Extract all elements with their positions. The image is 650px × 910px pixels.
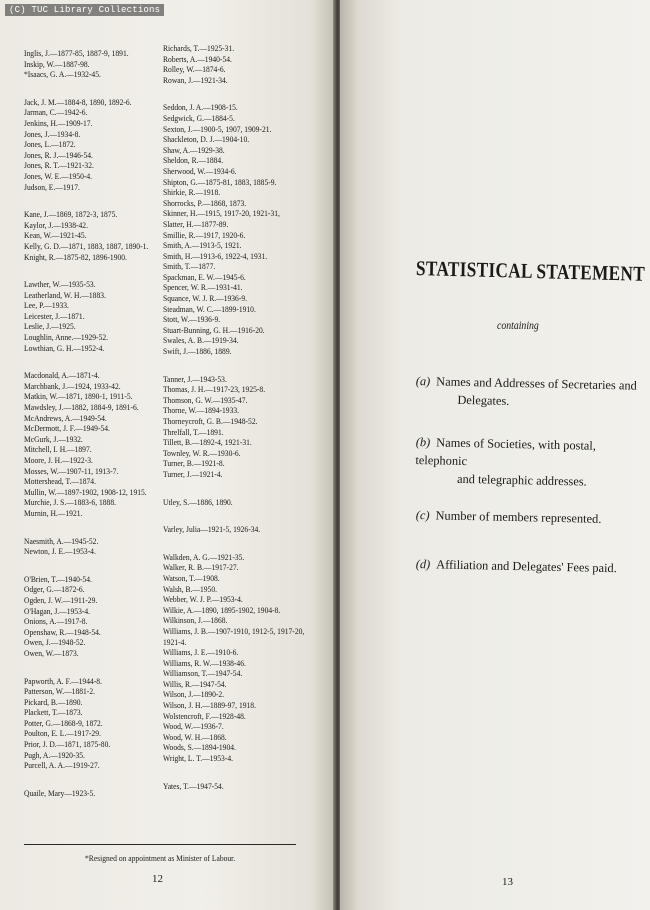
index-entry: Shipton, G.—1875-81, 1883, 1885-9. xyxy=(163,176,277,187)
index-entry: Marchbank, J.—1924, 1933-42. xyxy=(24,380,121,391)
letter-group xyxy=(163,102,313,356)
index-entry: Patterson, W.—1881-2. xyxy=(24,686,96,697)
index-entry: Wilson, J. H.—1889-97, 1918. xyxy=(163,700,256,711)
index-entry: McGurk, J.—1932. xyxy=(24,433,83,444)
letter-group xyxy=(163,43,313,85)
index-entry: Pickard, B.—1890. xyxy=(24,696,83,707)
index-entry: Plackett, T.—1873. xyxy=(24,707,83,718)
index-entry: Mullin, W.—1897-1902, 1908-12, 1915. xyxy=(24,486,147,497)
contents-item-b xyxy=(415,433,648,492)
index-entry: Wood, W. H.—1868. xyxy=(163,731,227,742)
index-entry: Thorneycroft, G. B.—1948-52. xyxy=(163,416,258,426)
index-entry: Macdonald, A.—1871-4. xyxy=(24,370,100,381)
index-entry: Tanner, J.—1943-53. xyxy=(163,373,227,384)
index-entry: Thomson, G. W.—1935-47. xyxy=(163,394,248,405)
letter-group xyxy=(163,524,313,535)
letter-group xyxy=(24,574,164,659)
footnote: *Resigned on appointment as Minister of Labour. xyxy=(85,853,236,863)
index-entry: Mottershead, T.—1874. xyxy=(24,476,96,487)
index-entry: Potter, G.—1868-9, 1872. xyxy=(24,717,103,728)
index-entry: Jones, J.—1934-8. xyxy=(24,128,81,139)
letter-group xyxy=(24,788,164,799)
index-entry: Jarman, C.—1942-6. xyxy=(24,107,88,118)
index-entry: Wood, W.—1936-7. xyxy=(163,721,224,732)
index-entry: Mitchell, I. H.—1897. xyxy=(24,444,92,455)
index-entry: Swift, J.—1886, 1889. xyxy=(163,346,232,357)
index-entry: Steadman, W. C.—1899-1910. xyxy=(163,303,256,314)
index-entry: Jones, R. J.—1946-54. xyxy=(24,149,93,160)
item-text: Affiliation and Delegates' Fees paid. xyxy=(436,557,617,576)
index-entry: Sedgwick, G.—1884-5. xyxy=(163,112,235,123)
item-text: Number of members represented. xyxy=(435,508,602,526)
index-entry: Walsh, B.—1950. xyxy=(163,583,218,594)
letter-group xyxy=(163,781,313,792)
index-entry: Utley, S.—1886, 1890. xyxy=(163,496,233,507)
name-column-a xyxy=(24,48,164,815)
index-entry: Shorrocks, P.—1868, 1873. xyxy=(163,197,247,208)
index-entry: Williams, J. B.—1907-1910, 1912-5, 1917-20, 1921-4. xyxy=(163,625,305,647)
index-entry: Walker, R. B.—1917-27. xyxy=(163,562,239,573)
index-entry: Kane, J.—1869, 1872-3, 1875. xyxy=(24,209,118,220)
item-text: Names and Addresses of Secretaries and xyxy=(436,374,637,393)
index-entry: Lowthian, G. H.—1952-4. xyxy=(24,342,105,353)
index-entry: Lawther, W.—1935-53. xyxy=(24,279,96,290)
letter-group xyxy=(24,97,164,192)
index-entry: Onions, A.—1917-8. xyxy=(24,616,88,627)
index-entry: Mosses, W.—1907-11, 1913-7. xyxy=(24,465,119,476)
index-entry: Newton, J. E.—1953-4. xyxy=(24,546,96,557)
index-entry: Turner, J.—1921-4. xyxy=(163,468,223,479)
containing-label: containing xyxy=(497,320,539,332)
index-entry: Rolley, W.—1874-6. xyxy=(163,64,226,75)
index-entry: Inglis, J.—1877-85, 1887-9, 1891. xyxy=(24,48,129,58)
index-entry: Skinner, H.—1915, 1917-20, 1921-31, xyxy=(163,208,280,219)
index-entry: Jack, J. M.—1884-8, 1890, 1892-6. xyxy=(24,96,132,107)
index-entry: Slatter, H.—1877-89. xyxy=(163,218,229,229)
index-entry: Judson, E.—1917. xyxy=(24,181,80,192)
index-entry: Ogden, J. W.—1911-29. xyxy=(24,594,98,605)
item-letter: (c) xyxy=(415,507,430,523)
index-entry: Squance, W. J. R.—1936-9. xyxy=(163,293,248,304)
index-entry: Jenkins, H.—1909-17. xyxy=(24,117,93,128)
index-entry: Wilson, J.—1890-2. xyxy=(163,689,225,700)
index-entry: Papworth, A. F.—1944-8. xyxy=(24,675,102,686)
index-entry: Wilkinson, J.—1868. xyxy=(163,615,228,626)
index-entry: Williams, R. W.—1938-46. xyxy=(163,657,246,668)
index-entry: Leicester, J.—1871. xyxy=(24,310,85,321)
index-entry: Mawdsley, J.—1882, 1884-9, 1891-6. xyxy=(24,402,139,413)
index-entry: Kean, W.—1921-45. xyxy=(24,230,87,241)
contents-item-a xyxy=(415,372,648,413)
index-entry: Smith, T.—1877. xyxy=(163,261,216,272)
letter-group xyxy=(24,370,164,518)
letter-group xyxy=(24,209,164,262)
index-entry: Owen, W.—1873. xyxy=(24,647,79,658)
index-entry: Kaylor, J.—1938-42. xyxy=(24,219,88,230)
index-entry: Tillett, B.—1892-4, 1921-31. xyxy=(163,437,252,448)
index-entry: Townley, W. R.—1930-6. xyxy=(163,447,241,458)
index-entry: *Isaacs, G. A.—1932-45. xyxy=(24,69,101,80)
index-entry: Matkin, W.—1871, 1890-1, 1911-5. xyxy=(24,391,133,402)
index-entry: Turner, B.—1921-8. xyxy=(163,458,225,469)
item-letter: (a) xyxy=(415,373,431,389)
index-entry: Knight, R.—1875-82, 1896-1900. xyxy=(24,251,127,262)
index-entry: Poulton, E. L.—1917-29. xyxy=(24,728,101,739)
index-entry: Jones, W. E.—1950-4. xyxy=(24,170,93,181)
letter-group xyxy=(163,552,313,764)
index-entry: Webber, W. J. P.—1953-4. xyxy=(163,594,243,605)
index-entry: McAndrews, A.—1949-54. xyxy=(24,412,107,423)
index-entry: Pugh, A.—1920-35. xyxy=(24,749,85,760)
letter-group xyxy=(163,374,313,480)
index-entry: Shackleton, D. J.—1904-10. xyxy=(163,134,250,145)
page-number-left: 12 xyxy=(152,873,163,885)
index-entry: Lee, P.—1933. xyxy=(24,300,69,311)
index-entry: Williamson, T.—1947-54. xyxy=(163,668,243,679)
index-entry: Inskip, W.—1887-98. xyxy=(24,58,90,69)
index-entry: Richards, T.—1925-31. xyxy=(163,43,235,53)
letter-group xyxy=(163,497,313,508)
index-entry: Walkden, A. G.—1921-35. xyxy=(163,551,245,562)
index-entry: Spackman, E. W.—1945-6. xyxy=(163,271,246,282)
index-entry: Wright, L. T.—1953-4. xyxy=(163,753,234,764)
index-entry: Shaw, A.—1929-38. xyxy=(163,144,225,155)
item-letter: (d) xyxy=(415,556,431,572)
index-entry: Openshaw, R.—1948-54. xyxy=(24,626,101,637)
index-entry: Purcell, A. A.—1919-27. xyxy=(24,760,100,771)
page-number-right: 13 xyxy=(502,876,513,888)
index-entry: Kelly, G. D.—1871, 1883, 1887, 1890-1. xyxy=(24,240,149,251)
index-entry: Thorne, W.—1894-1933. xyxy=(163,405,240,416)
index-entry: Naesmith, A.—1945-52. xyxy=(24,535,99,546)
index-entry: Spencer, W. R.—1931-41. xyxy=(163,282,243,293)
index-entry: Wilkie, A.—1890, 1895-1902, 1904-8. xyxy=(163,604,281,615)
index-entry: Roberts, A.—1940-54. xyxy=(163,53,232,64)
index-entry: Leslie, J.—1925. xyxy=(24,321,76,332)
index-entry: Varley, Julia—1921-5, 1926-34. xyxy=(163,524,261,535)
index-entry: Jones, R. T.—1921-32. xyxy=(24,160,94,171)
item-letter: (b) xyxy=(415,434,431,450)
index-entry: Wolstencroft, F.—1928-48. xyxy=(163,710,246,721)
index-entry: Shirkie, R.—1918. xyxy=(163,187,221,198)
index-entry: Leatherland, W. H.—1883. xyxy=(24,289,106,300)
index-entry: Stuart-Bunning, G. H.—1916-20. xyxy=(163,324,265,335)
index-entry: Stott, W.—1936-9. xyxy=(163,314,221,325)
letter-group xyxy=(24,536,164,557)
index-entry: Sherwood, W.—1934-6. xyxy=(163,165,237,176)
index-entry: McDermott, J. F.—1949-54. xyxy=(24,423,110,434)
item-text-continued: Delegates. xyxy=(457,392,510,408)
item-text: Names of Societies, with postal, telephonic xyxy=(415,435,597,469)
index-entry: Rowan, J.—1921-34. xyxy=(163,74,228,85)
index-entry: Loughlin, Anne.—1929-52. xyxy=(24,332,109,343)
index-entry: Sheldon, R.—1884. xyxy=(163,155,224,166)
letter-group xyxy=(24,676,164,771)
index-entry: Owen, J.—1948-52. xyxy=(24,637,86,648)
name-column-b xyxy=(163,43,313,808)
index-entry: Threlfall, T.—1891. xyxy=(163,426,224,437)
index-entry: Smith, H.—1913-6, 1922-4, 1931. xyxy=(163,250,268,261)
copyright-watermark: (C) TUC Library Collections xyxy=(5,4,164,16)
index-entry: Woods, S.—1894-1904. xyxy=(163,742,236,753)
index-entry: Jones, L.—1872. xyxy=(24,139,76,150)
letter-group xyxy=(24,279,164,353)
index-entry: Yates, T.—1947-54. xyxy=(163,780,224,791)
item-text-continued: and telegraphic addresses. xyxy=(456,471,587,489)
index-entry: O'Brien, T.—1940-54. xyxy=(24,573,92,584)
index-entry: Smillie, R.—1917, 1920-6. xyxy=(163,229,246,240)
index-entry: O'Hagan, J.—1953-4. xyxy=(24,605,91,616)
index-entry: Williams, J. E.—1910-6. xyxy=(163,647,239,658)
index-entry: Swales, A. B.—1919-34. xyxy=(163,335,239,346)
letter-group xyxy=(24,48,164,80)
index-entry: Prior, J. D.—1871, 1875-80. xyxy=(24,739,111,750)
index-entry: Willis, R.—1947-54. xyxy=(163,678,227,689)
index-entry: Moore, J. H.—1922-3. xyxy=(24,455,93,465)
statement-title: STATISTICAL STATEMENT xyxy=(415,256,646,286)
index-entry: Odger, G.—1872-6. xyxy=(24,584,85,595)
index-entry: Murnin, H.—1921. xyxy=(24,507,83,518)
index-entry: Sexton, J.—1900-5, 1907, 1909-21. xyxy=(163,123,272,134)
index-entry: Murchie, J. S.—1883-6, 1888. xyxy=(24,497,117,508)
index-entry: Thomas, J. H.—1917-23, 1925-8. xyxy=(163,384,266,395)
index-entry: Watson, T.—1908. xyxy=(163,572,220,583)
index-entry: Smith, A.—1913-5, 1921. xyxy=(163,240,242,251)
index-entry: Seddon, J. A.—1908-15. xyxy=(163,102,238,113)
footnote-rule xyxy=(24,844,296,845)
index-entry: Quaile, Mary—1923-5. xyxy=(24,787,96,798)
